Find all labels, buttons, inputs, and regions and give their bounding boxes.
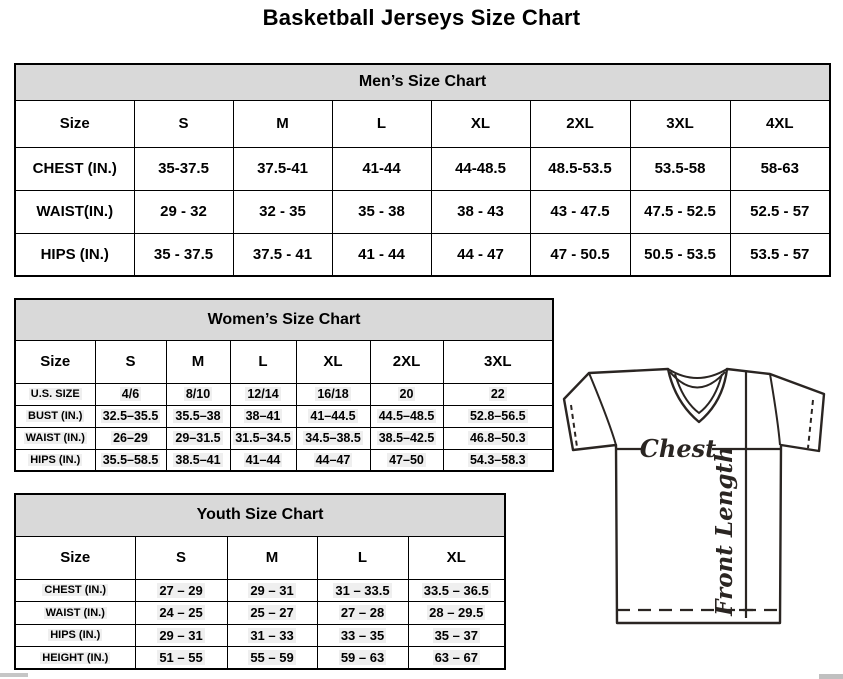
mens-size-chart-table	[14, 63, 831, 277]
table-cell	[317, 579, 408, 602]
table-cell: 35 - 38	[332, 190, 431, 233]
right-cuff-dashed-line	[808, 400, 813, 448]
womens-waist-row	[15, 427, 553, 449]
mens-chart-header-row	[15, 64, 830, 100]
table-cell	[408, 647, 505, 670]
youth-column-header-row	[15, 536, 505, 579]
scrollbar-fragment-right[interactable]	[819, 674, 843, 679]
row-label-text: CHEST (IN.)	[44, 584, 107, 597]
table-cell	[230, 427, 296, 449]
scrollbar-fragment-left[interactable]	[0, 673, 28, 677]
mens-col-size: Size	[15, 100, 134, 147]
womens-col-s: S	[95, 340, 166, 383]
table-cell	[370, 383, 443, 405]
cell-text: 44.5–48.5	[378, 409, 435, 423]
table-cell	[443, 427, 553, 449]
mens-col-2xl: 2XL	[530, 100, 630, 147]
table-cell	[230, 405, 296, 427]
table-cell: 37.5 - 41	[233, 233, 332, 276]
cell-text: 27 – 28	[340, 605, 385, 621]
mens-col-4xl: 4XL	[730, 100, 830, 147]
cell-text: 31 – 33.5	[335, 582, 390, 598]
cell-text: 41–44	[245, 452, 281, 467]
table-cell	[166, 427, 230, 449]
cell-text: 26–29	[113, 431, 148, 445]
cell-text: 38.5–41	[175, 452, 221, 467]
table-cell	[166, 405, 230, 427]
cell-text: 31.5–34.5	[235, 431, 291, 445]
table-cell	[408, 602, 505, 625]
table-cell: 44 - 47	[431, 233, 530, 276]
table-cell: 52.5 - 57	[730, 190, 830, 233]
cell-text: 28 – 29.5	[429, 605, 484, 621]
table-cell	[370, 405, 443, 427]
cell-text: 52.8–56.5	[469, 409, 526, 423]
chest-label: Chest	[639, 434, 717, 463]
row-label	[15, 383, 95, 405]
table-cell	[166, 449, 230, 471]
cell-text: 38–41	[245, 409, 281, 423]
cell-text: 59 – 63	[340, 650, 385, 665]
mens-waist-row	[15, 190, 830, 233]
table-cell: 50.5 - 53.5	[630, 233, 730, 276]
table-cell: 47.5 - 52.5	[630, 190, 730, 233]
table-cell	[408, 579, 505, 602]
row-label	[15, 427, 95, 449]
womens-col-l: L	[230, 340, 296, 383]
cell-text: 41–44.5	[310, 409, 356, 423]
mens-col-3xl: 3XL	[630, 100, 730, 147]
cell-text: 33.5 – 36.5	[423, 582, 489, 598]
table-cell	[95, 383, 166, 405]
table-cell	[370, 449, 443, 471]
table-cell	[443, 449, 553, 471]
cell-text: 12/14	[247, 387, 279, 401]
row-label-text: U.S. SIZE	[30, 388, 80, 400]
table-cell: 53.5-58	[630, 147, 730, 190]
table-cell	[227, 624, 317, 647]
cell-text: 46.8–50.3	[469, 431, 526, 445]
youth-col-s: S	[135, 536, 227, 579]
row-label-text: WAIST (IN.)	[25, 432, 85, 444]
row-label-text: HIPS (IN.)	[50, 629, 101, 642]
table-cell: 44-48.5	[431, 147, 530, 190]
table-cell: 41-44	[332, 147, 431, 190]
cell-text: 54.3–58.3	[469, 452, 526, 467]
table-cell: 32 - 35	[233, 190, 332, 233]
row-label: CHEST (IN.)	[15, 147, 134, 190]
youth-col-m: M	[227, 536, 317, 579]
youth-col-xl: XL	[408, 536, 505, 579]
row-label	[15, 624, 135, 647]
cell-text: 33 – 35	[340, 627, 385, 643]
left-shoulder-seam	[589, 373, 616, 445]
youth-waist-row	[15, 602, 505, 625]
table-cell	[296, 449, 370, 471]
womens-chart-header-row	[15, 299, 553, 340]
cell-text: 35.5–58.5	[102, 452, 159, 467]
row-label	[15, 579, 135, 602]
table-cell	[230, 449, 296, 471]
mens-col-l: L	[332, 100, 431, 147]
table-cell: 48.5-53.5	[530, 147, 630, 190]
table-cell	[317, 647, 408, 670]
jersey-measurement-diagram	[556, 358, 828, 626]
table-cell: 58-63	[730, 147, 830, 190]
cell-text: 29 – 31	[250, 582, 294, 598]
womens-col-size: Size	[15, 340, 95, 383]
table-cell: 29 - 32	[134, 190, 233, 233]
youth-col-size: Size	[15, 536, 135, 579]
cell-text: 44–47	[315, 452, 351, 467]
table-cell	[227, 602, 317, 625]
row-label	[15, 647, 135, 670]
table-cell	[135, 647, 227, 670]
cell-text: 4/6	[121, 387, 140, 401]
table-cell	[317, 624, 408, 647]
row-label-text: WAIST (IN.)	[45, 606, 105, 619]
womens-col-m: M	[166, 340, 230, 383]
table-cell: 47 - 50.5	[530, 233, 630, 276]
cell-text: 16/18	[317, 387, 349, 401]
table-cell: 37.5-41	[233, 147, 332, 190]
cell-text: 24 – 25	[159, 605, 203, 621]
page-title: Basketball Jerseys Size Chart	[262, 5, 581, 30]
mens-chart-title: Men’s Size Chart	[15, 64, 830, 100]
table-cell	[95, 427, 166, 449]
cell-text: 25 – 27	[250, 605, 294, 621]
youth-col-l: L	[317, 536, 408, 579]
womens-ussize-row	[15, 383, 553, 405]
table-cell	[296, 405, 370, 427]
table-cell: 53.5 - 57	[730, 233, 830, 276]
cell-text: 32.5–35.5	[102, 409, 159, 423]
table-cell: 43 - 47.5	[530, 190, 630, 233]
table-cell: 35-37.5	[134, 147, 233, 190]
table-cell	[443, 405, 553, 427]
youth-chest-row	[15, 579, 505, 602]
cell-text: 63 – 67	[434, 650, 478, 665]
row-label: WAIST(IN.)	[15, 190, 134, 233]
table-cell	[230, 383, 296, 405]
cell-text: 29 – 31	[159, 627, 203, 643]
womens-chart-title: Women’s Size Chart	[15, 299, 553, 340]
table-cell: 38 - 43	[431, 190, 530, 233]
cell-text: 34.5–38.5	[305, 431, 361, 445]
mens-column-header-row	[15, 100, 830, 147]
cell-text: 31 – 33	[250, 627, 294, 643]
mens-col-xl: XL	[431, 100, 530, 147]
cell-text: 38.5–42.5	[378, 431, 435, 445]
table-cell: 35 - 37.5	[134, 233, 233, 276]
youth-chart-title: Youth Size Chart	[15, 494, 505, 536]
youth-hips-row	[15, 624, 505, 647]
table-cell	[317, 602, 408, 625]
cell-text: 27 – 29	[159, 582, 203, 598]
cell-text: 55 – 59	[250, 650, 294, 665]
mens-col-s: S	[134, 100, 233, 147]
womens-col-xl: XL	[296, 340, 370, 383]
table-cell	[370, 427, 443, 449]
row-label	[15, 602, 135, 625]
mens-hips-row	[15, 233, 830, 276]
table-cell	[166, 383, 230, 405]
womens-hips-row	[15, 449, 553, 471]
table-cell	[135, 624, 227, 647]
womens-bust-row	[15, 405, 553, 427]
cell-text: 47–50	[389, 452, 424, 467]
table-cell	[296, 427, 370, 449]
table-cell	[227, 579, 317, 602]
youth-height-row	[15, 647, 505, 670]
table-cell	[408, 624, 505, 647]
youth-size-chart-table	[14, 493, 506, 670]
table-cell	[135, 579, 227, 602]
table-cell	[443, 383, 553, 405]
cell-text: 8/10	[185, 387, 211, 401]
table-cell	[95, 449, 166, 471]
mens-chest-row	[15, 147, 830, 190]
collar-inner-v	[675, 374, 722, 413]
cell-text: 22	[490, 387, 505, 401]
row-label-text: BUST (IN.)	[28, 410, 83, 422]
womens-col-3xl: 3XL	[443, 340, 553, 383]
row-label: HIPS (IN.)	[15, 233, 134, 276]
womens-column-header-row	[15, 340, 553, 383]
cell-text: 35.5–38	[175, 409, 221, 423]
row-label-text: HEIGHT (IN.)	[42, 651, 109, 664]
table-cell	[135, 602, 227, 625]
cell-text: 35 – 37	[434, 627, 478, 643]
table-cell	[227, 647, 317, 670]
table-cell	[95, 405, 166, 427]
womens-col-2xl: 2XL	[370, 340, 443, 383]
table-cell	[296, 383, 370, 405]
table-cell: 41 - 44	[332, 233, 431, 276]
row-label	[15, 405, 95, 427]
youth-chart-header-row	[15, 494, 505, 536]
cell-text: 29–31.5	[175, 431, 221, 445]
cell-text: 20	[399, 387, 414, 401]
cell-text: 51 – 55	[159, 650, 203, 665]
row-label	[15, 449, 95, 471]
front-length-label: Front Length	[711, 446, 738, 616]
mens-col-m: M	[233, 100, 332, 147]
row-label-text: HIPS (IN.)	[30, 453, 81, 466]
womens-size-chart-table	[14, 298, 554, 472]
right-shoulder-seam	[770, 374, 780, 445]
